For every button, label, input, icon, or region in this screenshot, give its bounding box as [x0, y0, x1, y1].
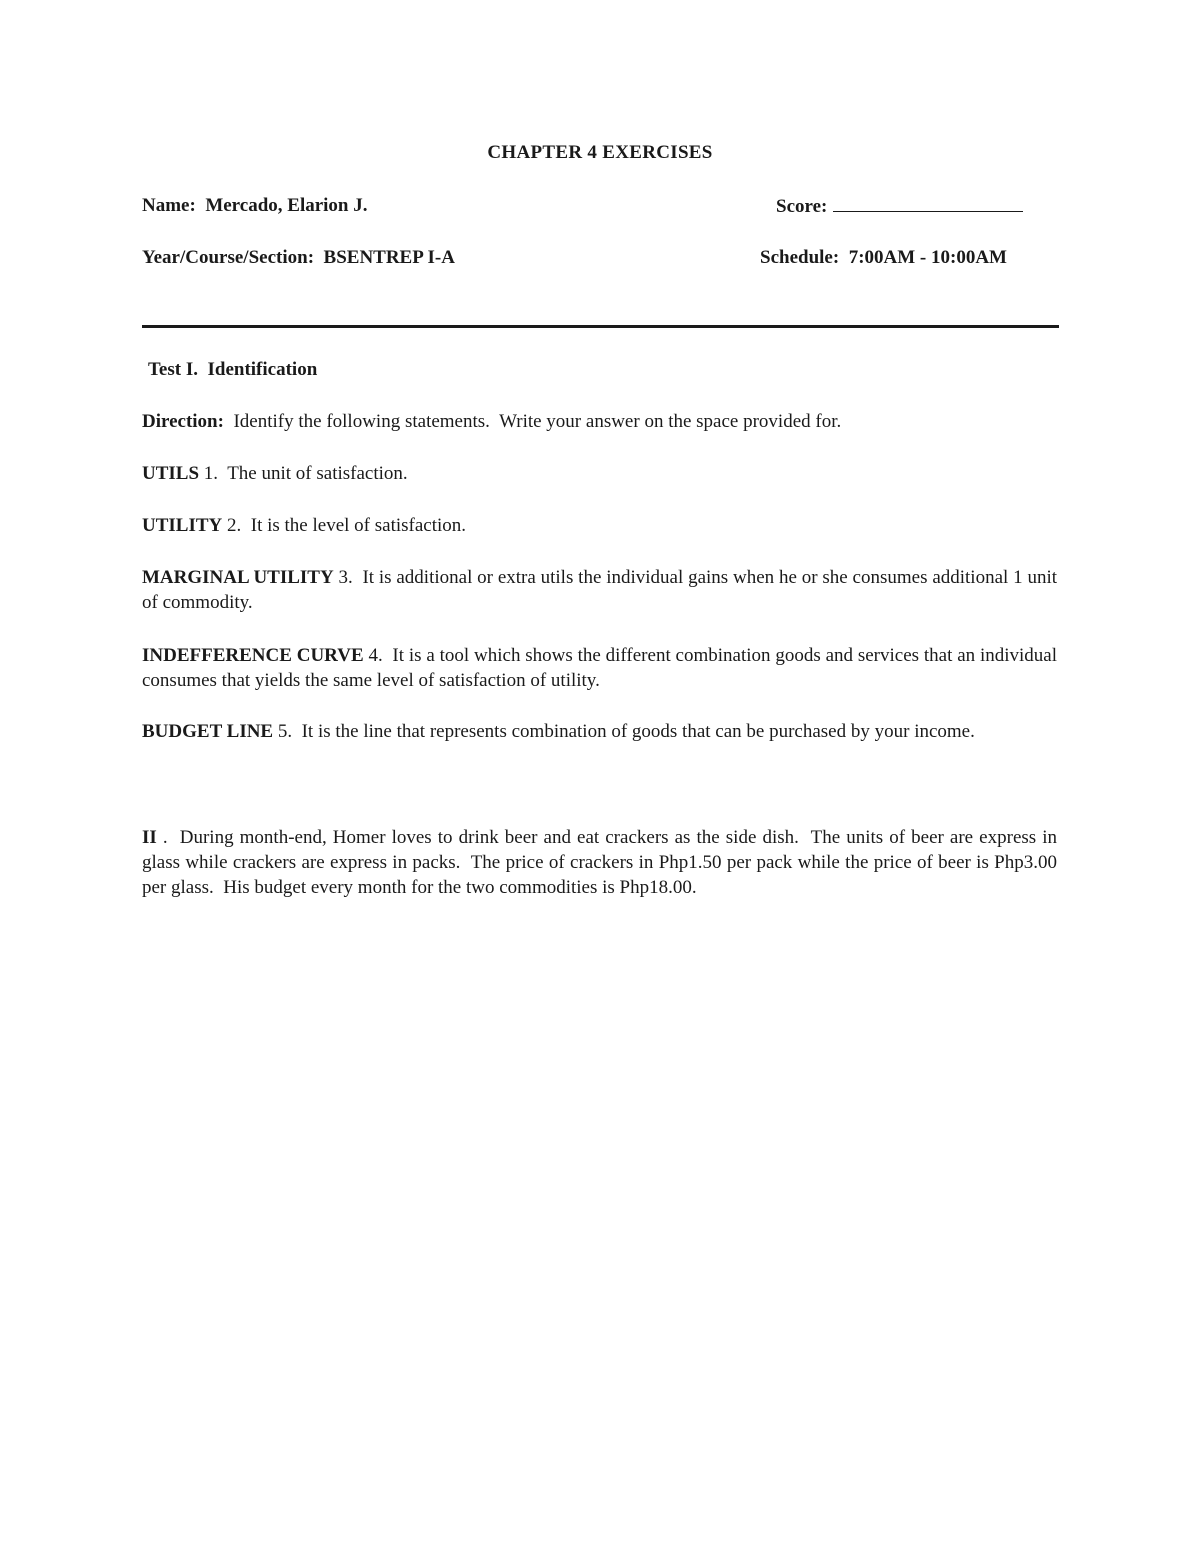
identification-item — [142, 643, 1057, 693]
test2-text: During month-end, Homer loves to drink beer and eat crackers as the side dish. The units of beer are express in glass while crackers are express in packs. The price of crackers in Php1.50 per pack while the price of beer is Php3.00 per glass. His budget every month for the two commodities is Php18.00. — [142, 827, 1062, 898]
section-row — [142, 247, 1035, 269]
item-text: It is a tool which shows the different combination goods and services that an individual consumes that yields the same level of satisfaction of utility. — [142, 645, 1058, 691]
section-label: Year/Course/Section: — [142, 247, 315, 268]
item-number: 1. — [203, 463, 219, 484]
item-number: 3. — [338, 567, 353, 588]
section-value: BSENTREP I-A — [323, 247, 455, 268]
score-blank-line — [833, 195, 1023, 212]
direction-text: Identify the following statements. Write your answer on the space provided for. — [233, 411, 842, 432]
schedule-label: Schedule: — [760, 247, 840, 268]
header-divider — [142, 325, 1059, 328]
item-text: It is the line that represents combination of goods that can be purchased by your income. — [301, 721, 975, 742]
identification-item — [142, 719, 1057, 744]
identification-item — [142, 461, 1057, 486]
item-answer: MARGINAL UTILITY — [142, 567, 334, 588]
item-text: The unit of satisfaction. — [227, 463, 408, 484]
item-answer: UTILITY — [142, 515, 223, 536]
item-number: 2. — [227, 515, 242, 536]
item-text: It is the level of satisfaction. — [250, 515, 467, 536]
identification-item — [142, 565, 1057, 615]
item-number: 5. — [277, 721, 293, 742]
direction-paragraph — [142, 409, 1057, 434]
item-number: 4. — [368, 645, 383, 666]
test1-heading: Test I. Identification — [148, 359, 318, 380]
name-row — [142, 195, 1035, 217]
item-text: It is additional or extra utils the individual gains when he or she consumes additional 1 unit of commodity. — [142, 567, 1058, 613]
identification-item — [142, 513, 1057, 538]
name-value: Mercado, Elarion J. — [205, 195, 368, 216]
schedule-value: 7:00AM - 10:00AM — [848, 247, 1007, 268]
direction-label: Direction: — [142, 411, 224, 432]
score-field — [776, 195, 1023, 218]
test2-label: II — [142, 827, 157, 848]
document-title: CHAPTER 4 EXERCISES — [487, 142, 713, 163]
schedule-field — [760, 247, 1007, 269]
score-label: Score: — [776, 196, 828, 217]
item-answer: INDEFFERENCE CURVE — [142, 645, 364, 666]
test2-paragraph: II . During month-end, Homer loves to drink beer and eat crackers as the side dish. The units of beer are express in glass while crackers are express in packs. The price of crackers in Php1.50 per pack while the price of beer is Php3.00 per glass. His budget every month for the two commodities is Php18.00. — [142, 827, 1062, 898]
item-answer: UTILS — [142, 463, 200, 484]
item-answer: BUDGET LINE — [142, 721, 274, 742]
name-label: Name: — [142, 195, 196, 216]
